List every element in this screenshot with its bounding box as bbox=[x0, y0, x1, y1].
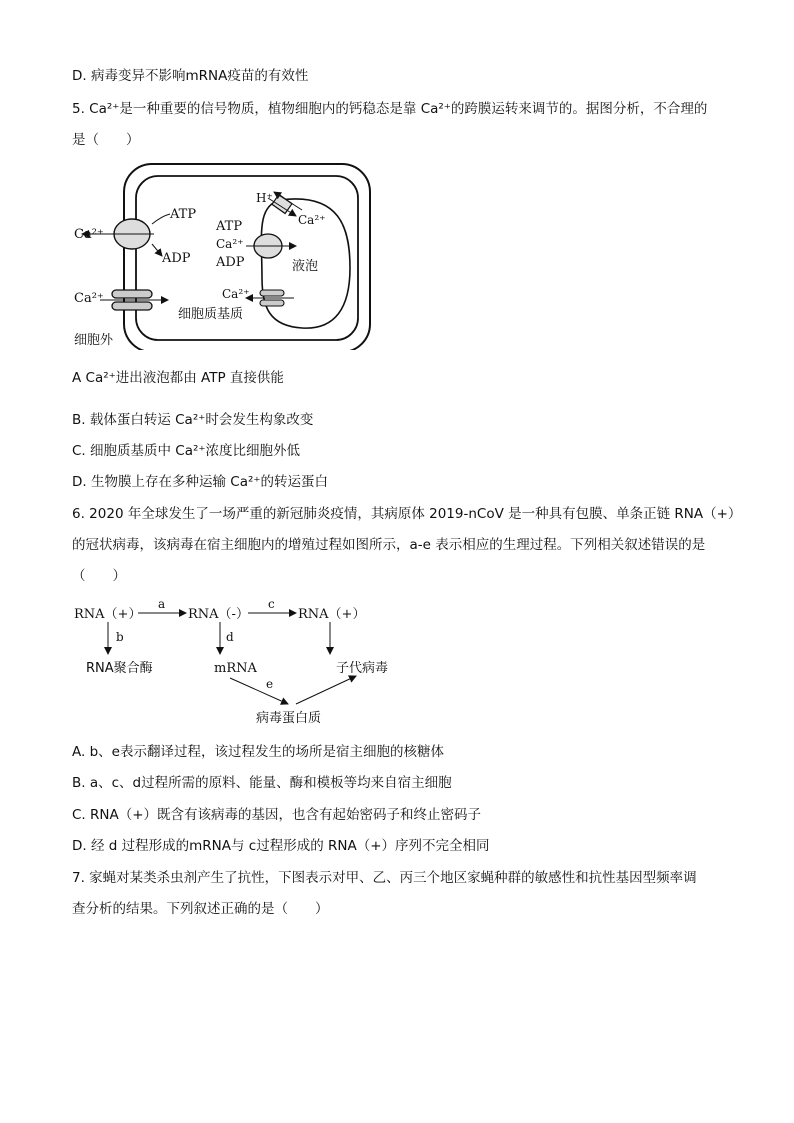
ca-outside-top: Ca²⁺ bbox=[74, 227, 104, 242]
q5-stem-line1: 5. Ca²⁺是一种重要的信号物质，植物细胞内的钙稳态是靠 Ca²⁺的跨膜运转来调节的。据图分析，不合理的 bbox=[72, 101, 708, 117]
q5-option-c: C. 细胞质基质中 Ca²⁺浓度比细胞外低 bbox=[72, 443, 301, 459]
label-d: d bbox=[226, 630, 234, 644]
q7-stem-line2: 查分析的结果。下列叙述正确的是（ ） bbox=[72, 901, 329, 917]
q5-option-d: D. 生物膜上存在多种运输 Ca²⁺的转运蛋白 bbox=[72, 474, 329, 490]
ca-channel-membrane bbox=[112, 290, 152, 298]
atp-mid-label: ATP bbox=[216, 219, 243, 234]
viral-protein-label: 病毒蛋白质 bbox=[256, 711, 322, 726]
q6-option-c: C. RNA（+）既含有该病毒的基因，也含有起始密码子和终止密码子 bbox=[72, 807, 482, 823]
ca-vacuole-bottom: Ca²⁺ bbox=[222, 287, 250, 301]
mrna-label: mRNA bbox=[214, 661, 257, 676]
q4-option-d: D. 病毒变异不影响mRNA疫苗的有效性 bbox=[72, 68, 309, 84]
ca-outside-bottom: Ca²⁺ bbox=[74, 291, 104, 306]
q7-stem-line1: 7. 家蝇对某类杀虫剂产生了抗性，下图表示对甲、乙、丙三个地区家蝇种群的敏感性和抗性基因型频率调 bbox=[72, 870, 697, 886]
q6-stem-line3: （ ） bbox=[72, 568, 126, 584]
atp-left-label: ATP bbox=[170, 207, 197, 222]
q5-option-b: B. 载体蛋白转运 Ca²⁺时会发生构象改变 bbox=[72, 412, 314, 428]
label-a: a bbox=[158, 597, 166, 611]
ca-vacuole-top: Ca²⁺ bbox=[298, 213, 326, 227]
virus-replication-diagram bbox=[70, 596, 430, 726]
adp-left-label: ADP bbox=[162, 251, 191, 266]
h-plus-label: H⁺ bbox=[256, 191, 273, 205]
progeny-virus-label: 子代病毒 bbox=[336, 661, 389, 676]
cytoplasm-label: 细胞质基质 bbox=[178, 307, 244, 322]
label-b: b bbox=[116, 630, 124, 644]
q6-option-b: B. a、c、d过程所需的原料、能量、酶和模板等均来自宿主细胞 bbox=[72, 775, 452, 791]
rna-minus: RNA（-） bbox=[188, 607, 249, 622]
ca-mid-label: Ca²⁺ bbox=[216, 237, 244, 251]
adp-mid-label: ADP bbox=[216, 255, 245, 270]
rna-plus-1: RNA（+） bbox=[74, 607, 142, 622]
q6-option-d: D. 经 d 过程形成的mRNA与 c过程形成的 RNA（+）序列不完全相同 bbox=[72, 838, 490, 854]
rna-plus-2: RNA（+） bbox=[298, 607, 366, 622]
rna-polymerase-label: RNA聚合酶 bbox=[86, 661, 153, 676]
q5-stem-line2: 是（ ） bbox=[72, 132, 140, 148]
ca-channel-vacuole bbox=[260, 290, 284, 296]
label-c: c bbox=[268, 597, 275, 611]
cell-wall bbox=[124, 164, 370, 350]
outside-label: 细胞外 bbox=[74, 333, 114, 348]
q6-stem-line2: 的冠状病毒，该病毒在宿主细胞内的增殖过程如图所示，a-e 表示相应的生理过程。下列相关叙述错误的是 bbox=[72, 537, 706, 553]
q6-option-a: A. b、e表示翻译过程，该过程发生的场所是宿主细胞的核糖体 bbox=[72, 744, 444, 760]
q5-option-a: A Ca²⁺进出液泡都由 ATP 直接供能 bbox=[72, 370, 284, 386]
label-e: e bbox=[266, 677, 274, 691]
vacuole-label: 液泡 bbox=[292, 259, 319, 274]
cell-calcium-diagram bbox=[70, 158, 390, 350]
q6-stem-line1: 6. 2020 年全球发生了一场严重的新冠肺炎疫情，其病原体 2019-nCoV 是一种具有包膜、单条正链 RNA（+） bbox=[72, 506, 742, 522]
